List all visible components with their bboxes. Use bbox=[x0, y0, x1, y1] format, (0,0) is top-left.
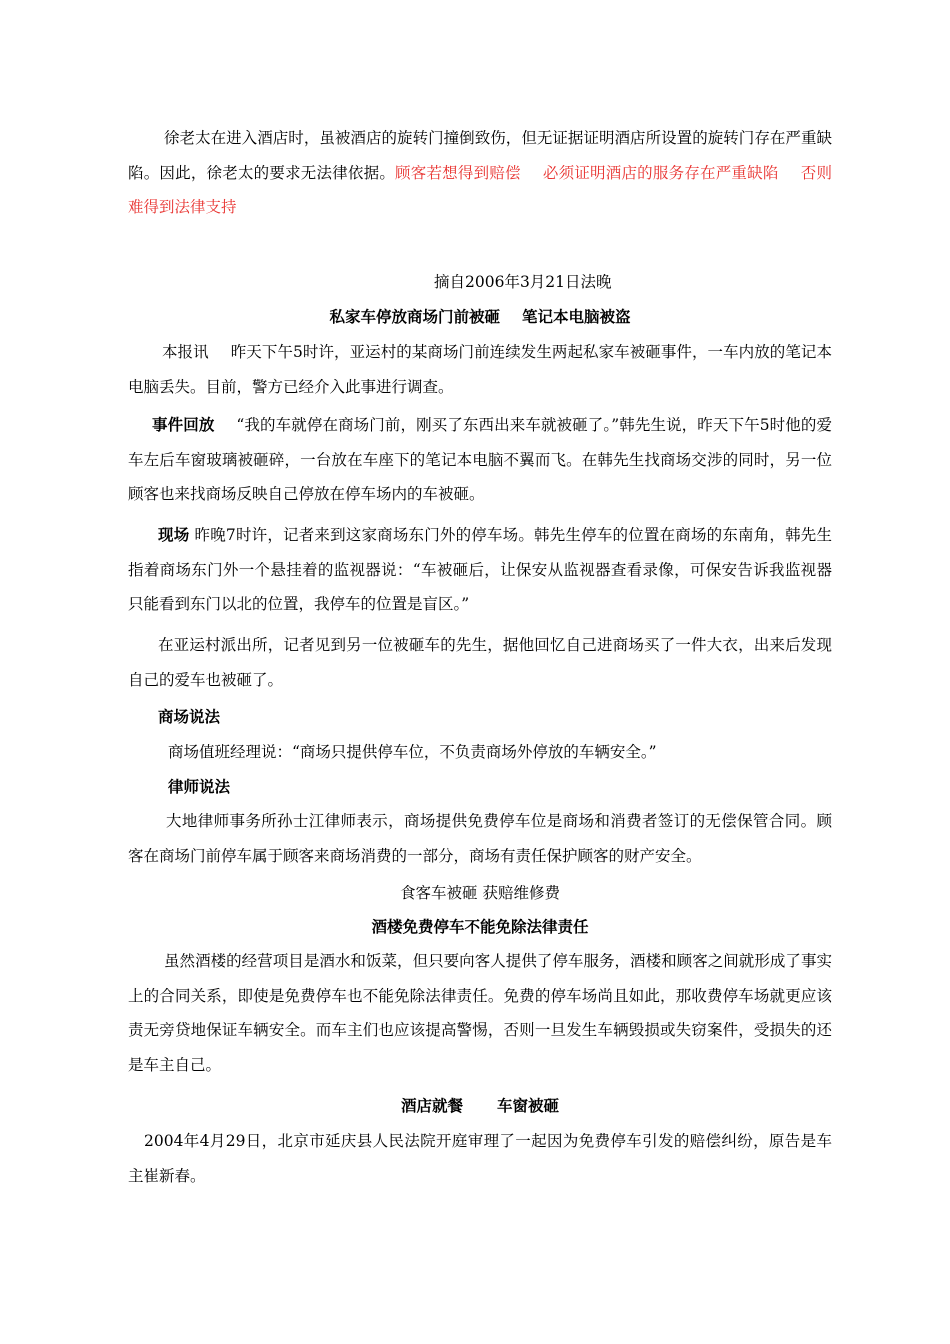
intro-red-a: 顾客若想得到赔偿 bbox=[395, 163, 521, 182]
event-label: 事件回放 bbox=[152, 416, 215, 434]
article3-title-b: 车窗被砸 bbox=[497, 1097, 560, 1115]
lead-label: 本报讯 bbox=[162, 343, 209, 361]
lawyer-heading: 律师说法 bbox=[168, 778, 231, 796]
article3-title bbox=[128, 1089, 832, 1124]
article2-title: 酒楼免费停车不能免除法律责任 bbox=[371, 918, 589, 936]
police-paragraph: 在亚运村派出所，记者见到另一位被砸车的先生，据他回忆自己进商场买了一件大衣，出来后发现自己的爱车也被砸了。 bbox=[128, 636, 832, 689]
intro-paragraph bbox=[128, 121, 832, 225]
article3-body: 2004年4月29日，北京市延庆县人民法院开庭审理了一起因为免费停车引发的赔偿纠纷，原告是车主崔新春。 bbox=[128, 1132, 832, 1185]
article1-lead bbox=[128, 335, 832, 404]
article2-body: 虽然酒楼的经营项目是酒水和饭菜，但只要向客人提供了停车服务，酒楼和顾客之间就形成了事实上的合同关系，即使是免费停车也不能免除法律责任。免费的停车场尚且如此，那收费停车场就更应该责无旁贷地保证车辆安全。而车主们也应该提高警惕，否则一旦发生车辆毁损或失窃案件，受损失的还是车主自己。 bbox=[128, 952, 832, 1074]
mall-heading: 商场说法 bbox=[158, 708, 221, 726]
lead-text: 昨天下午5时许，亚运村的某商场门前连续发生两起私家车被砸事件，一车内放的笔记本电脑丢失。目前，警方已经介入此事进行调查。 bbox=[128, 343, 832, 396]
article3-title-a: 酒店就餐 bbox=[400, 1097, 463, 1115]
mall-paragraph: 商场值班经理说：“商场只提供停车位，不负责商场外停放的车辆安全。” bbox=[168, 743, 657, 761]
article1-title-a: 私家车停放商场门前被砸 bbox=[329, 308, 500, 326]
article1-title-b: 笔记本电脑被盗 bbox=[522, 308, 631, 326]
scene-paragraph bbox=[128, 518, 832, 622]
event-text: “我的车就停在商场门前，刚买了东西出来车就被砸了。”韩先生说，昨天下午5时他的爱车左后车窗玻璃被砸碎，一台放在车座下的笔记本电脑不翼而飞。在韩先生找商场交涉的同时，另一位顾客也来找商场反映自己停放在停车场内的车被砸。 bbox=[128, 416, 832, 503]
document-page bbox=[128, 0, 832, 1344]
article1-title bbox=[128, 300, 832, 335]
event-paragraph bbox=[128, 408, 832, 512]
article2-subtitle: 食客车被砸 获赔维修费 bbox=[400, 884, 560, 902]
intro-red-c: 否则难得到法律支持 bbox=[128, 163, 832, 216]
lawyer-paragraph: 大地律师事务所孙士江律师表示，商场提供免费停车位是商场和消费者签订的无偿保管合同。顾客在商场门前停车属于顾客来商场消费的一部分，商场有责任保护顾客的财产安全。 bbox=[128, 812, 832, 865]
source-line: 摘自2006年3月21日法晚 bbox=[434, 273, 612, 291]
scene-label: 现场 bbox=[158, 526, 190, 544]
intro-red-b: 必须证明酒店的服务存在严重缺陷 bbox=[542, 163, 779, 182]
intro-text: 徐老太在进入酒店时，虽被酒店的旋转门撞倒致伤，但无证据证明酒店所设置的旋转门存在严重缺陷。因此，徐老太的要求无法律依据。 bbox=[128, 129, 832, 182]
scene-text: 昨晚7时许，记者来到这家商场东门外的停车场。韩先生停车的位置在商场的东南角，韩先生指着商场东门外一个悬挂着的监视器说：“车被砸后，让保安从监视器查看录像，可保安告诉我监视器只能看到东门以北的位置，我停车的位置是盲区。” bbox=[128, 526, 832, 613]
